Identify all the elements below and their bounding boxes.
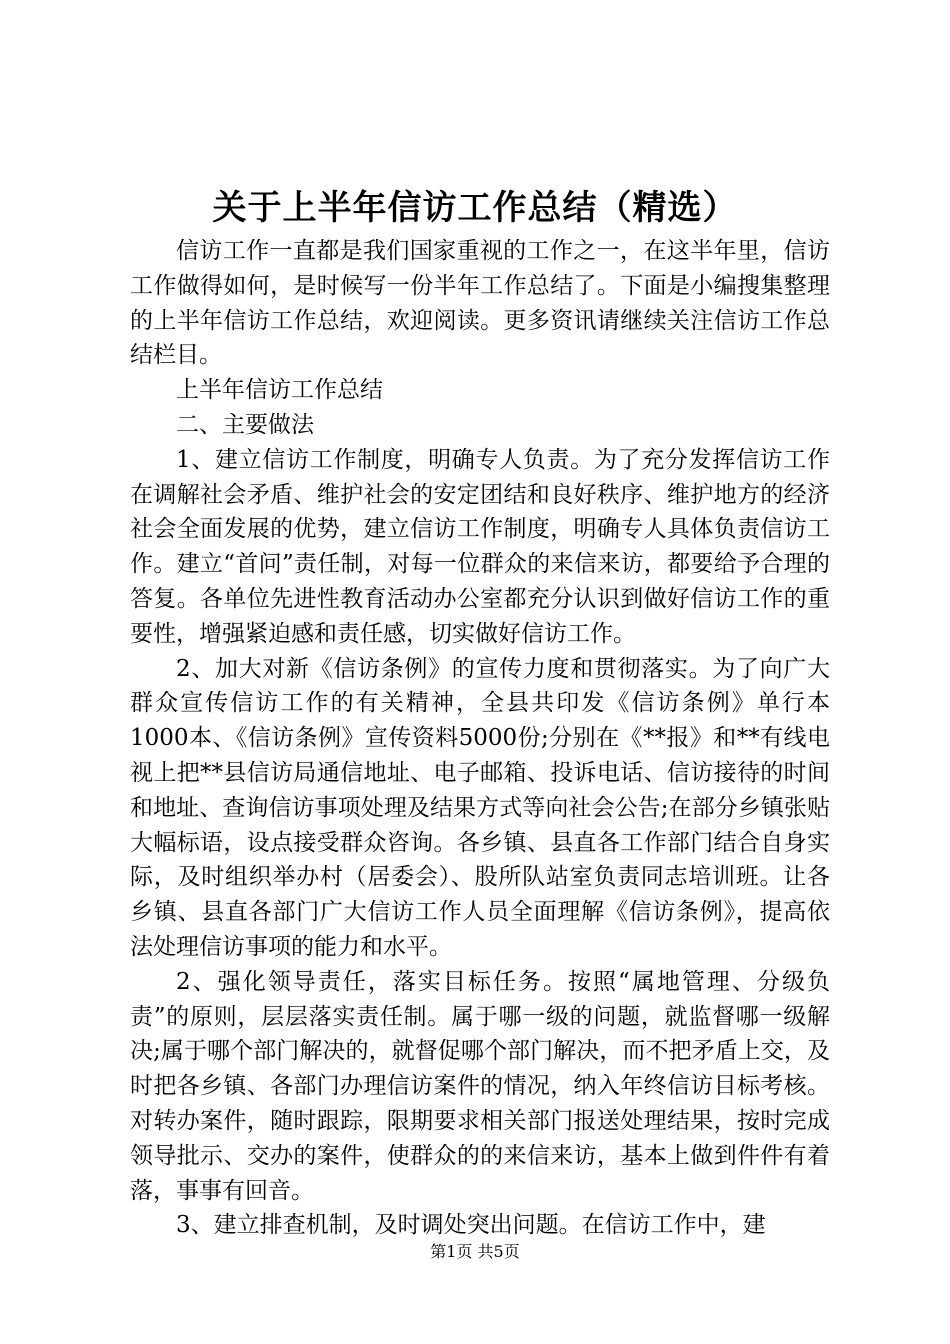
paragraph-item-2a: 2、加大对新《信访条例》的宣传力度和贯彻落实。为了向广大群众宣传信访工作的有关精神，全县共印发《信访条例》单行本1000本、《信访条例》宣传资料5000份;分别在《**报》和**有线电视上把**县信访局通信地址、电子邮箱、投诉电话、信访接待的时间和地址、查询信访事项处理及结果方式等向社会公告;在部分乡镇张贴大幅标语，设点接受群众咨询。各乡镇、县直各工作部门结合自身实际，及时组织举办村（居委会）、股所队站室负责同志培训班。让各乡镇、县直各部门广大信访工作人员全面理解《信访条例》，提高依法处理信访事项的能力和水平。 — [130, 655, 830, 960]
document-body — [130, 234, 830, 1243]
paragraph-section-heading: 二、主要做法 — [176, 411, 314, 438]
paragraph-item-3: 3、建立排查机制，及时调处突出问题。在信访工作中，建 — [176, 1212, 766, 1239]
paragraph-intro: 信访工作一直都是我们国家重视的工作之一，在这半年里，信访工作做得如何，是时候写一份半年工作总结了。下面是小编搜集整理的上半年信访工作总结，欢迎阅读。更多资讯请继续关注信访工作总结栏目。 — [130, 238, 830, 369]
page-footer: 第1页 共5页 — [430, 1242, 520, 1261]
paragraph-item-1: 1、建立信访工作制度，明确专人负责。为了充分发挥信访工作在调解社会矛盾、维护社会的安定团结和良好秩序、维护地方的经济社会全面发展的优势，建立信访工作制度，明确专人具体负责信访工作。建立“首问”责任制，对每一位群众的来信来访，都要给予合理的答复。各单位先进性教育活动办公室都充分认识到做好信访工作的重要性，增强紧迫感和责任感，切实做好信访工作。 — [130, 446, 830, 647]
paragraph-item-2b: 2、强化领导责任，落实目标任务。按照“属地管理、分级负责”的原则，层层落实责任制。属于哪一级的问题，就监督哪一级解决;属于哪个部门解决的，就督促哪个部门解决，而不把矛盾上交，及时把各乡镇、各部门办理信访案件的情况，纳入年终信访目标考核。对转办案件，随时跟踪，限期要求相关部门报送处理结果，按时完成领导批示、交办的案件，使群众的的来信来访，基本上做到件件有着落，事事有回音。 — [130, 968, 830, 1204]
document-title: 关于上半年信访工作总结（精选） — [212, 188, 738, 228]
paragraph-subtitle: 上半年信访工作总结 — [176, 377, 383, 404]
